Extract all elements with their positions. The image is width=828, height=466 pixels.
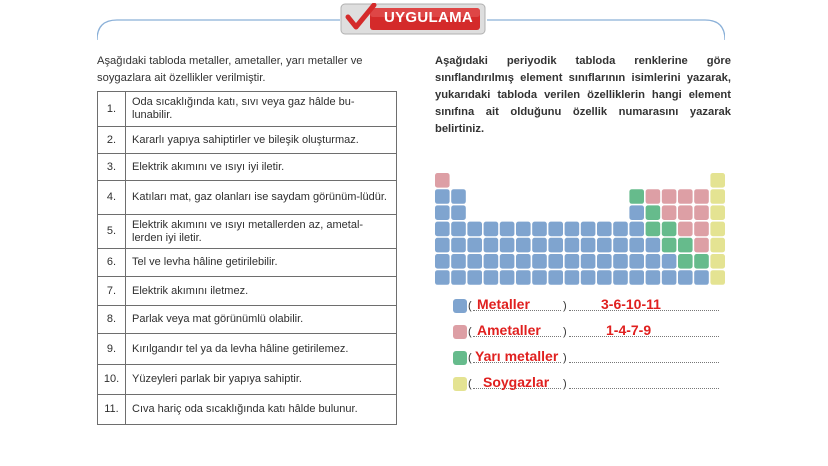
table-row	[98, 249, 397, 277]
numbers-blank	[569, 362, 719, 363]
element-cell-metal	[581, 270, 596, 285]
close-paren: )	[563, 378, 567, 390]
element-cell-metal	[646, 254, 661, 269]
legend-row	[453, 348, 733, 368]
element-cell-metal	[597, 270, 612, 285]
element-cell-metal	[629, 222, 644, 237]
row-number: 8.	[98, 306, 126, 334]
element-cell-noble	[710, 238, 725, 253]
element-cell-metal	[451, 270, 466, 285]
row-property: Kırılgandır tel ya da levha hâline getirilemez.	[126, 334, 397, 365]
row-property: Yüzeyleri parlak bir yapıya sahiptir.	[126, 365, 397, 395]
badge-label: UYGULAMA	[384, 9, 474, 26]
element-cell-metal	[435, 222, 450, 237]
open-paren: (	[468, 300, 472, 312]
element-cell-metal	[500, 222, 515, 237]
table-row	[98, 181, 397, 215]
element-cell-metalloid	[646, 222, 661, 237]
element-cell-metal	[516, 238, 531, 253]
element-cell-metalloid	[646, 205, 661, 220]
class-name-answer: Ametaller	[477, 322, 541, 338]
row-number: 2.	[98, 127, 126, 154]
element-cell-metal	[662, 270, 677, 285]
row-number: 5.	[98, 215, 126, 249]
table-row	[98, 215, 397, 249]
element-cell-noble	[710, 254, 725, 269]
element-cell-nonmetal	[662, 205, 677, 220]
row-property: Elektrik akımını ve ısıyı metallerden az, ametal-lerden iyi iletir.	[126, 215, 397, 249]
element-cell-metal	[597, 222, 612, 237]
element-cell-metal	[500, 254, 515, 269]
element-cell-metal	[532, 254, 547, 269]
property-numbers-answer: 1-4-7-9	[606, 322, 652, 338]
open-paren: (	[468, 326, 472, 338]
element-cell-nonmetal	[678, 189, 693, 204]
element-cell-metalloid	[694, 254, 709, 269]
class-name-answer: Soygazlar	[483, 374, 550, 390]
class-name-answer: Yarı metaller	[475, 348, 559, 364]
element-cell-metal	[613, 270, 628, 285]
row-property: Oda sıcaklığında katı, sıvı veya gaz hâlde bu-lunabilir.	[126, 92, 397, 127]
element-cell-metal	[694, 270, 709, 285]
element-cell-nonmetal	[646, 189, 661, 204]
element-cell-metal	[451, 222, 466, 237]
element-cell-metal	[597, 238, 612, 253]
open-paren: (	[468, 378, 472, 390]
element-cell-metal	[435, 270, 450, 285]
table-row	[98, 395, 397, 425]
row-property: Tel ve levha hâline getirilebilir.	[126, 249, 397, 277]
element-cell-metal	[565, 238, 580, 253]
element-cell-metal	[629, 254, 644, 269]
element-cell-metal	[581, 222, 596, 237]
element-cell-metal	[662, 254, 677, 269]
element-cell-metal	[581, 238, 596, 253]
element-cell-metalloid	[629, 189, 644, 204]
element-cell-metal	[565, 270, 580, 285]
element-cell-metal	[548, 270, 563, 285]
class-name-answer: Metaller	[477, 296, 530, 312]
element-cell-metal	[451, 189, 466, 204]
legend-swatch	[453, 299, 467, 313]
element-cell-nonmetal	[694, 222, 709, 237]
element-cell-metal	[435, 205, 450, 220]
element-cell-metalloid	[678, 254, 693, 269]
row-number: 4.	[98, 181, 126, 215]
table-row	[98, 154, 397, 181]
element-cell-metal	[532, 270, 547, 285]
element-cell-nonmetal	[694, 205, 709, 220]
legend-row	[453, 296, 733, 316]
legend-row	[453, 374, 733, 394]
element-cell-noble	[710, 189, 725, 204]
element-cell-metal	[629, 238, 644, 253]
element-cell-metal	[646, 238, 661, 253]
numbers-blank	[569, 388, 719, 389]
element-cell-nonmetal	[694, 238, 709, 253]
table-row	[98, 306, 397, 334]
element-cell-metalloid	[662, 238, 677, 253]
element-cell-metal	[467, 238, 482, 253]
row-property: Kararlı yapıya sahiptirler ve bileşik oluşturmaz.	[126, 127, 397, 154]
open-paren: (	[468, 352, 472, 364]
element-cell-metalloid	[662, 222, 677, 237]
legend-swatch	[453, 351, 467, 365]
element-cell-metal	[516, 254, 531, 269]
element-cell-noble	[710, 173, 725, 188]
table-row	[98, 365, 397, 395]
element-cell-metal	[435, 238, 450, 253]
legend-row	[453, 322, 733, 342]
property-numbers-answer: 3-6-10-11	[601, 296, 661, 312]
row-property: Elektrik akımını iletmez.	[126, 277, 397, 306]
element-cell-nonmetal	[678, 222, 693, 237]
element-cell-nonmetal	[435, 173, 450, 188]
element-cell-metal	[581, 254, 596, 269]
element-cell-metal	[467, 222, 482, 237]
element-cell-metal	[484, 254, 499, 269]
element-cell-metal	[678, 270, 693, 285]
element-cell-metal	[597, 254, 612, 269]
element-cell-metal	[532, 238, 547, 253]
row-property: Katıları mat, gaz olanları ise saydam görünüm-lüdür.	[126, 181, 397, 215]
element-cell-noble	[710, 222, 725, 237]
row-number: 10.	[98, 365, 126, 395]
element-cell-metal	[484, 238, 499, 253]
row-number: 11.	[98, 395, 126, 425]
element-cell-metal	[500, 270, 515, 285]
element-cell-metal	[629, 205, 644, 220]
element-cell-metal	[646, 270, 661, 285]
table-row	[98, 127, 397, 154]
table-row	[98, 277, 397, 306]
row-number: 3.	[98, 154, 126, 181]
element-cell-metal	[565, 254, 580, 269]
element-cell-nonmetal	[694, 189, 709, 204]
row-number: 1.	[98, 92, 126, 127]
element-cell-noble	[710, 205, 725, 220]
element-cell-nonmetal	[662, 189, 677, 204]
legend-swatch	[453, 325, 467, 339]
element-cell-metal	[629, 270, 644, 285]
element-cell-metal	[435, 189, 450, 204]
element-cell-metal	[548, 254, 563, 269]
row-property: Cıva hariç oda sıcaklığında katı hâlde bulunur.	[126, 395, 397, 425]
right-instructions: Aşağıdaki periyodik tabloda renklerine göre sınıflandırılmış element sınıflarının isimlerini yazarak, yukarıdaki tabloda verilen özelliklerin hangi element sınıfına ait olduğunu özellik numarasını yazarak belirtiniz.	[435, 55, 731, 135]
row-property: Elektrik akımını ve ısıyı iyi iletir.	[126, 154, 397, 181]
periodic-table	[430, 168, 740, 298]
row-number: 9.	[98, 334, 126, 365]
element-cell-metal	[467, 270, 482, 285]
element-cell-noble	[710, 270, 725, 285]
element-cell-metal	[451, 205, 466, 220]
element-cell-metal	[451, 254, 466, 269]
close-paren: )	[563, 352, 567, 364]
element-cell-metal	[484, 270, 499, 285]
table-row	[98, 334, 397, 365]
element-cell-metal	[548, 238, 563, 253]
element-cell-metal	[613, 222, 628, 237]
element-cell-metal	[548, 222, 563, 237]
element-cell-metal	[613, 238, 628, 253]
element-cell-nonmetal	[678, 205, 693, 220]
left-intro: Aşağıdaki tabloda metaller, ametaller, yarı metaller ve soygazlara ait özellikler verilmiştir.	[97, 55, 363, 84]
element-cell-metal	[451, 238, 466, 253]
row-property: Parlak veya mat görünümlü olabilir.	[126, 306, 397, 334]
element-cell-metal	[500, 238, 515, 253]
element-cell-metal	[516, 270, 531, 285]
element-cell-metal	[613, 254, 628, 269]
element-cell-metal	[516, 222, 531, 237]
element-cell-metal	[435, 254, 450, 269]
element-cell-metal	[565, 222, 580, 237]
element-cell-metal	[467, 254, 482, 269]
row-number: 7.	[98, 277, 126, 306]
table-row	[98, 92, 397, 127]
close-paren: )	[563, 300, 567, 312]
element-cell-metal	[484, 222, 499, 237]
legend-swatch	[453, 377, 467, 391]
close-paren: )	[563, 326, 567, 338]
element-cell-metalloid	[678, 238, 693, 253]
properties-table	[97, 91, 397, 425]
element-cell-metal	[532, 222, 547, 237]
row-number: 6.	[98, 249, 126, 277]
